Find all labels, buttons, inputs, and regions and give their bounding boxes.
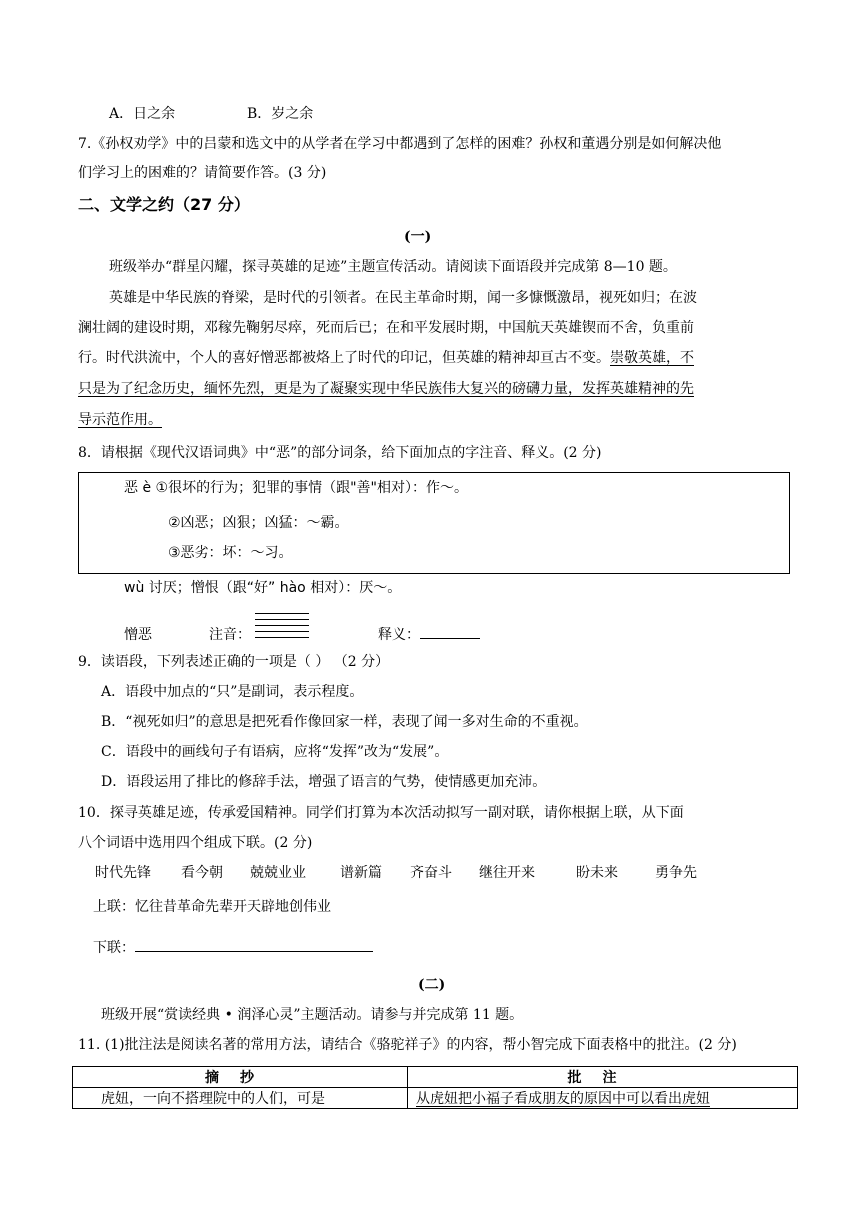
passage-line-3	[78, 348, 694, 368]
couplet-word-1: 时代先锋	[95, 865, 151, 881]
q7-line-1: 7.《孙权劝学》中的吕蒙和选文中的从学者在学习中都遇到了怎样的困难？孙权和董遇分别是如何解决他	[78, 136, 722, 152]
passage-line-3-underlined: 崇敬英雄，不	[610, 350, 694, 366]
q8-word: 憎恶	[124, 627, 152, 643]
q9-option-b: B．“视死如归”的意思是把死看作像回家一样，表现了闻一多对生命的不重视。	[101, 714, 588, 730]
couplet-word-3: 兢兢业业	[250, 865, 306, 881]
lower-couplet-field[interactable]	[93, 938, 373, 958]
section-2-title: 二、文学之约（27 分）	[78, 195, 250, 214]
q11-stem: 11. (1)批注法是阅读名著的常用方法，请结合《骆驼祥子》的内容，帮小智完成下面表格中的批注。(2 分)	[78, 1037, 737, 1053]
q9-option-c: C．语段中的画线句子有语病，应将“发挥”改为“发展”。	[101, 744, 449, 760]
passage-line-3-plain: 行。时代洪流中，个人的喜好憎恶都被烙上了时代的印记，但英雄的精神却亘古不变。	[78, 350, 610, 366]
table-row	[73, 1088, 798, 1109]
part-2-label: (二)	[418, 977, 446, 993]
part-2-intro: 班级开展“赏读经典 • 润泽心灵”主题活动。请参与并完成第 11 题。	[101, 1007, 524, 1023]
passage-line-1: 英雄是中华民族的脊梁，是时代的引领者。在民主革命时期，闻一多慷慨激昂，视死如归；在波	[109, 290, 697, 306]
q8-stem: 8．请根据《现代汉语词典》中“恶”的部分词条，给下面加点的字注音、释义。(2 分)	[78, 445, 602, 461]
part-1-intro: 班级举办“群星闪耀，探寻英雄的足迹”主题宣传活动。请阅读下面语段并完成第 8—10 题。	[109, 259, 677, 275]
lower-couplet-label: 下联：	[93, 940, 135, 956]
header-annotation: 批注	[408, 1067, 798, 1088]
q6-option-a: A．日之余	[109, 106, 176, 122]
pinyin-answer-lines[interactable]	[255, 613, 309, 643]
q9-option-d: D．语段运用了排比的修辞手法，增强了语言的气势，使情感更加充沛。	[101, 774, 547, 790]
couplet-word-2: 看今朝	[181, 865, 223, 881]
annotation-table	[72, 1066, 798, 1109]
upper-couplet: 上联：忆往昔革命先辈开天辟地创伟业	[93, 899, 331, 915]
q9-stem: 9．读语段，下列表述正确的一项是（ ） （2 分）	[78, 654, 390, 670]
q10-line-2: 八个词语中选用四个组成下联。(2 分)	[78, 835, 313, 851]
q8-meaning-label: 释义：	[378, 627, 420, 643]
q7-line-2: 们学习上的困难的？请简要作答。(3 分)	[78, 165, 327, 181]
couplet-word-4: 谱新篇	[340, 865, 382, 881]
dictionary-line-2: ②凶恶；凶狠；凶猛：～霸。	[168, 515, 349, 531]
annotation-cell[interactable]: 从虎妞把小福子看成朋友的原因中可以看出虎妞	[408, 1088, 798, 1109]
lower-couplet-blank[interactable]	[135, 951, 373, 952]
passage-line-2: 澜壮阔的建设时期，邓稼先鞠躬尽瘁，死而后已；在和平发展时期，中国航天英雄锲而不舍，负重前	[78, 320, 694, 336]
couplet-word-8: 勇争先	[655, 865, 697, 881]
part-1-label: (一)	[404, 229, 432, 245]
q8-pinyin-label: 注音：	[209, 627, 251, 643]
passage-line-5: 导示范作用。	[78, 412, 162, 428]
table-header-row	[73, 1067, 798, 1088]
q8-meaning-field[interactable]	[378, 625, 480, 645]
couplet-word-5: 齐奋斗	[410, 865, 452, 881]
couplet-word-6: 继往开来	[479, 865, 535, 881]
q10-line-1: 10．探寻英雄足迹，传承爱国精神。同学们打算为本次活动拟写一副对联，请你根据上联，从下面	[78, 805, 684, 821]
dictionary-line-4: wù 讨厌；憎恨（跟“好” hào 相对）：厌～。	[124, 580, 402, 596]
excerpt-cell: 虎妞，一向不搭理院中的人们，可是	[73, 1088, 408, 1109]
dictionary-line-3: ③恶劣：坏：～习。	[168, 545, 293, 561]
header-excerpt: 摘抄	[73, 1067, 408, 1088]
passage-line-4: 只是为了纪念历史，缅怀先烈，更是为了凝聚实现中华民族伟大复兴的磅礴力量，发挥英雄精神的先	[78, 381, 694, 397]
couplet-word-7: 盼未来	[576, 865, 618, 881]
q9-option-a: A．语段中加点的“只”是副词，表示程度。	[101, 684, 364, 700]
meaning-answer-blank[interactable]	[420, 638, 480, 639]
q6-option-b: B．岁之余	[247, 106, 314, 122]
dictionary-line-1: 恶 è ①很坏的行为；犯罪的事情（跟"善"相对）：作～。	[124, 480, 468, 496]
